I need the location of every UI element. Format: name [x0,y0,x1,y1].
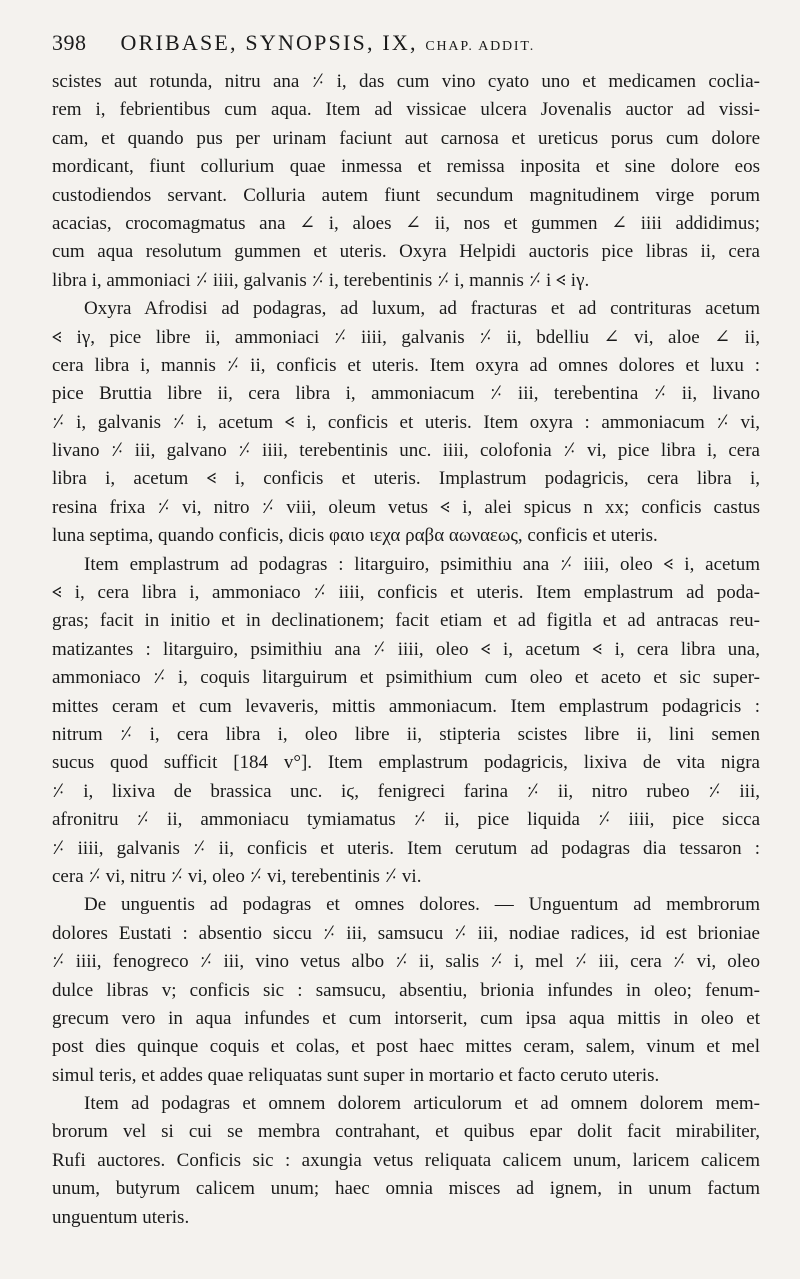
text-line: luna septima, quando conficis, dicis φαιο ιεχα ραβα αωναεως, conficis et uteris. [52,525,658,547]
text-line: unguentum uteris. [52,1206,190,1228]
text-line: Item emplastrum ad podagras : litarguiro, psimithiu ana ⸓ iiii, oleo 𐅻 i, acetum [84,553,760,575]
text-line: acacias, crocomagmatus ana ∠ i, aloes ∠ ii, nos et gummen ∠ iiii addidimus; [52,212,760,234]
text-line: custodiendos servant. Colluria autem fiunt secundum magnitudinem virge porum [52,184,760,206]
text-line: simul teris, et addes quae reliquatas sunt super in mortario et facto ceruto uteris. [52,1064,660,1086]
text-line: rem i, febrientibus cum aqua. Item ad vissicae ulcera Jovenalis auctor ad vissi- [52,99,760,121]
text-line: Rufi auctores. Conficis sic : axungia vetus reliquata calicem unum, laricem calicem [52,1149,760,1171]
text-line: cera ⸓ vi, nitru ⸓ vi, oleo ⸓ vi, terebentinis ⸓ vi. [52,865,422,887]
text-line: libra i, acetum 𐅻 i, conficis et uteris. Implastrum podagricis, cera libra i, [52,468,760,490]
paragraph [52,1090,760,1232]
text-line: ⸓ i, lixiva de brassica unc. iϛ, fenigreci farina ⸓ ii, nitro rubeo ⸓ iii, [52,780,760,802]
text-line: cera libra i, mannis ⸓ ii, conficis et uteris. Item oxyra ad omnes dolores et luxu : [52,354,760,376]
text-line: matizantes : litarguiro, psimithiu ana ⸓ iiii, oleo 𐅻 i, acetum 𐅻 i, cera libra una, [52,638,760,660]
text-line: grecum vero in aqua infundes et cum intorserit, cum ipsa aqua mittis in oleo et [52,1007,760,1029]
running-head [121,30,536,56]
text-line: ⸓ iiii, fenogreco ⸓ iii, vino vetus albo ⸓ ii, salis ⸓ i, mel ⸓ iii, cera ⸓ vi, oleo [52,951,760,973]
running-head-chapter: CHAP. ADDIT. [425,39,536,54]
text-line: De unguentis ad podagras et omnes dolores. — Unguentum ad membrorum [84,894,760,916]
paragraph [52,891,760,1090]
body-text [52,68,760,1232]
text-line: nitrum ⸓ i, cera libra i, oleo libre ii, stipteria scistes libre ii, lini semen [52,723,760,745]
text-line: gras; facit in initio et in declinationem; facit etiam et ad figitla et ad antracas reu- [52,610,760,632]
text-line: mittes ceram et cum levaveris, mittis ammoniacum. Item emplastrum podagricis : [52,695,760,717]
text-line: mordicant, fiunt collurium quae inmessa et remissa inposita et sine dolore eos [52,156,760,178]
running-head-title: ORIBASE, SYNOPSIS, IX, [120,30,418,55]
text-line: livano ⸓ iii, galvano ⸓ iiii, terebentinis unc. iiii, colofonia ⸓ vi, pice libra i, cera [52,440,760,462]
text-line: Item ad podagras et omnem dolorem articulorum et ad omnem dolorem mem- [84,1093,760,1115]
text-line: ⸓ iiii, galvanis ⸓ ii, conficis et uteris. Item cerutum ad podagras dia tessaron : [52,837,760,859]
text-line: 𐅻 i, cera libra i, ammoniaco ⸓ iiii, conficis et uteris. Item emplastrum ad poda- [52,582,760,604]
text-line: ⸓ i, galvanis ⸓ i, acetum 𐅻 i, conficis et uteris. Item oxyra : ammoniacum ⸓ vi, [52,411,760,433]
paragraph [52,68,760,295]
text-line: dulce libras v; conficis sic : samsucu, absentiu, brionia infundes in oleo; fenum- [52,979,760,1001]
text-line: scistes aut rotunda, nitru ana ⸓ i, das cum vino cyato uno et medicamen coclia- [52,71,760,92]
text-line: cum aqua resolutum gummen et uteris. Oxyra Helpidi auctoris pice libras ii, cera [52,241,760,263]
page-number: 398 [52,30,87,55]
paragraph [52,551,760,892]
text-line: Oxyra Afrodisi ad podagras, ad luxum, ad fracturas et ad contrituras acetum [84,298,760,320]
text-line: 𐅻 iγ, pice libre ii, ammoniaci ⸓ iiii, galvanis ⸓ ii, bdelliu ∠ vi, aloe ∠ ii, [52,326,760,348]
text-line: dolores Eustati : absentio siccu ⸓ iii, samsucu ⸓ iii, nodiae radices, id est brioniae [52,922,760,944]
paragraph [52,295,760,551]
page-header [52,30,752,60]
text-line: pice Bruttia libre ii, cera libra i, ammoniacum ⸓ iii, terebentina ⸓ ii, livano [52,383,760,405]
text-line: brorum vel si cui se membra contrahant, et quibus epar dolit facit mirabiliter, [52,1121,760,1143]
text-line: sucus quod sufficit [184 v°]. Item emplastrum podagricis, lixiva de vita nigra [52,752,760,774]
text-line: ammoniaco ⸓ i, coquis litarguirum et psimithium cum oleo et aceto et sic super- [52,667,760,689]
text-line: afronitru ⸓ ii, ammoniacu tymiamatus ⸓ ii, pice liquida ⸓ iiii, pice sicca [52,809,760,831]
text-line: post dies quinque coquis et colas, et post haec mittes ceram, salem, vinum et mel [52,1036,760,1058]
text-line: cam, et quando pus per urinam faciunt aut carnosa et ureticus porus cum dolore [52,127,760,149]
text-line: resina frixa ⸓ vi, nitro ⸓ viii, oleum vetus 𐅻 i, alei spicus n xx; conficis castus [52,496,760,518]
text-line: unum, butyrum calicem unum; haec omnia misces ad ignem, in unum factum [52,1178,760,1200]
text-line: libra i, ammoniaci ⸓ iiii, galvanis ⸓ i, terebentinis ⸓ i, mannis ⸓ i 𐅻 iγ. [52,269,590,291]
